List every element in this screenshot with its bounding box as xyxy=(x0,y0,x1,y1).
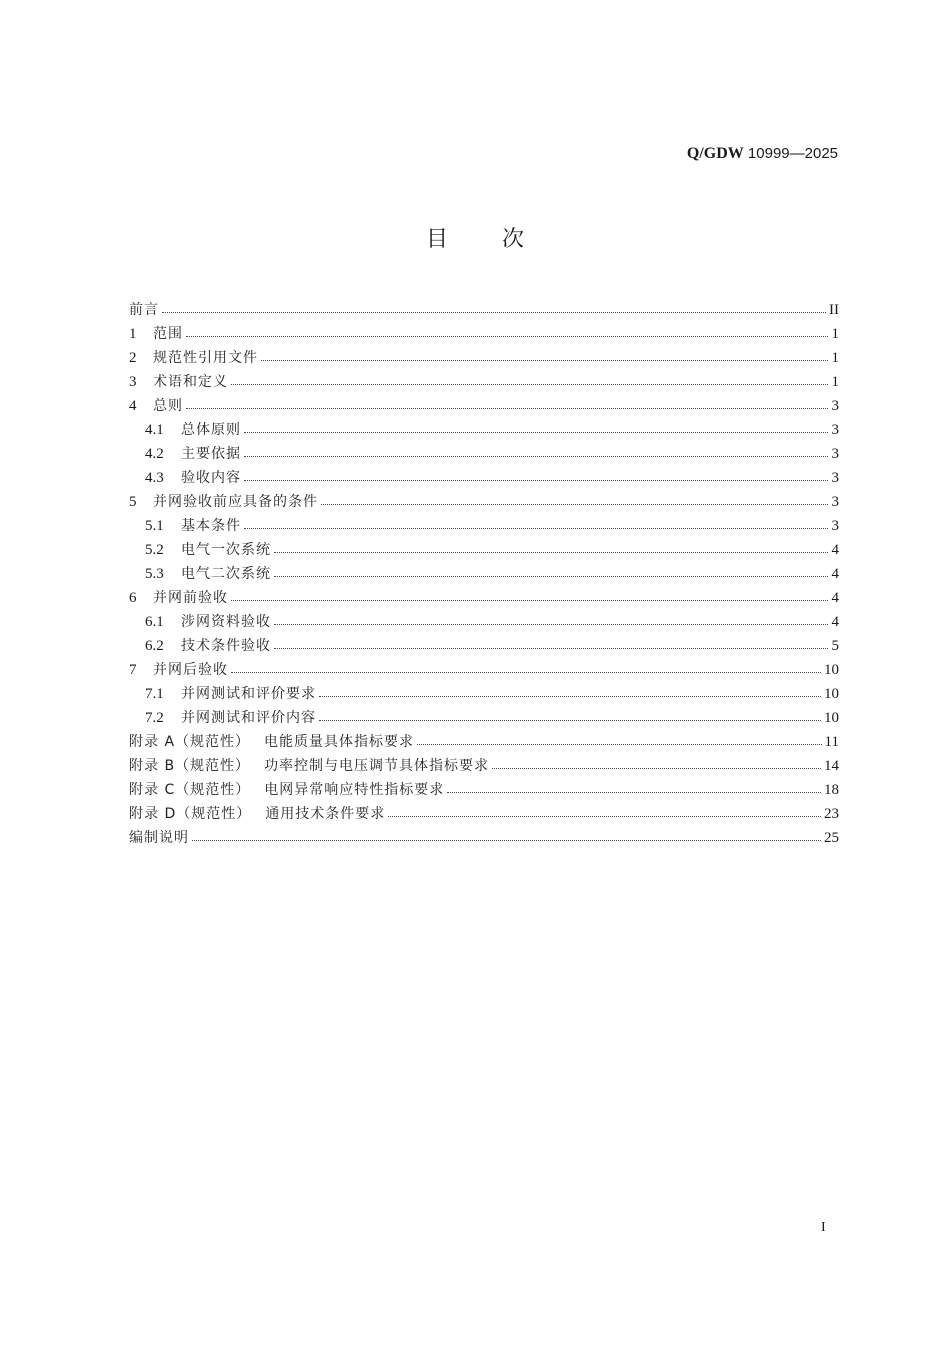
toc-entry[interactable] xyxy=(129,418,839,442)
toc-entry-title: 并网验收前应具备的条件 xyxy=(153,494,318,510)
toc-entry[interactable] xyxy=(129,394,839,418)
toc-entry[interactable] xyxy=(129,826,839,850)
toc-entry-page: 4 xyxy=(831,614,839,630)
toc-entry-number: 2 xyxy=(129,350,137,366)
toc-entry[interactable] xyxy=(129,658,839,682)
dot-leader xyxy=(321,496,828,508)
dot-leader xyxy=(388,808,821,820)
toc-entry-number: 7 xyxy=(129,662,137,678)
toc-entry-number: 6.2 xyxy=(145,638,164,654)
toc-entry[interactable] xyxy=(129,298,839,322)
document-code-number: 10999—2025 xyxy=(743,145,838,162)
toc-entry-page: 4 xyxy=(831,566,839,582)
toc-entry[interactable] xyxy=(129,778,839,802)
toc-entry-title: 通用技术条件要求 xyxy=(265,806,386,822)
toc-entry[interactable] xyxy=(129,370,839,394)
toc-entry-title: 电网异常响应特性指标要求 xyxy=(264,782,445,798)
toc-entry-page: 1 xyxy=(831,374,839,390)
toc-entry-page: 18 xyxy=(824,782,839,798)
dot-leader xyxy=(274,616,828,628)
toc-entry-title: 范围 xyxy=(153,326,183,342)
toc-entry-title: 规范性引用文件 xyxy=(153,350,258,366)
toc-entry-number: 6 xyxy=(129,590,137,606)
toc-entry-number: 4.2 xyxy=(145,446,164,462)
toc-entry-title: 总则 xyxy=(153,398,183,414)
dot-leader xyxy=(274,544,828,556)
toc-entry-page: 3 xyxy=(831,494,839,510)
toc-entry-title: 并网测试和评价要求 xyxy=(181,686,316,702)
toc-entry[interactable] xyxy=(129,562,839,586)
toc-entry-page: 3 xyxy=(831,518,839,534)
toc-entry-title: 电能质量具体指标要求 xyxy=(264,734,415,750)
toc-entry[interactable] xyxy=(129,802,839,826)
toc-entry-number: 7.2 xyxy=(145,710,164,726)
dot-leader xyxy=(186,400,828,412)
toc-appendix-label: 附录 D（规范性） xyxy=(129,806,252,822)
dot-leader xyxy=(319,688,821,700)
toc-entry-title: 并网后验收 xyxy=(153,662,228,678)
toc-entry-number: 4.1 xyxy=(145,422,164,438)
toc-entry[interactable] xyxy=(129,514,839,538)
dot-leader xyxy=(274,568,828,580)
document-code-prefix: Q/GDW xyxy=(686,145,744,162)
toc-entry[interactable] xyxy=(129,730,839,754)
toc-entry-title: 主要依据 xyxy=(181,446,241,462)
toc-entry-title: 功率控制与电压调节具体指标要求 xyxy=(264,758,490,774)
toc-entry-number: 5.3 xyxy=(145,566,164,582)
page-title: 目次 xyxy=(425,227,578,252)
toc-entry-title: 术语和定义 xyxy=(153,374,228,390)
toc-entry-number: 4 xyxy=(129,398,137,414)
dot-leader xyxy=(231,376,828,388)
dot-leader xyxy=(319,712,821,724)
toc-entry-page: 3 xyxy=(831,470,839,486)
toc-entry-page: 3 xyxy=(831,398,839,414)
toc-entry[interactable] xyxy=(129,706,839,730)
dot-leader xyxy=(274,640,828,652)
dot-leader xyxy=(261,352,828,364)
dot-leader xyxy=(162,304,826,316)
toc-appendix-label: 附录 A（规范性） xyxy=(129,734,251,750)
toc-entry-page: 4 xyxy=(831,542,839,558)
toc-entry-title: 并网前验收 xyxy=(153,590,228,606)
table-of-contents xyxy=(129,298,839,850)
dot-leader xyxy=(244,472,828,484)
document-code xyxy=(687,144,838,163)
dot-leader xyxy=(417,736,822,748)
toc-entry-title: 技术条件验收 xyxy=(181,638,271,654)
toc-entry[interactable] xyxy=(129,682,839,706)
toc-entry-page: 10 xyxy=(824,686,839,702)
toc-entry-number: 5 xyxy=(129,494,137,510)
toc-entry-title: 电气一次系统 xyxy=(181,542,271,558)
dot-leader xyxy=(244,520,828,532)
dot-leader xyxy=(244,424,828,436)
toc-entry-title: 电气二次系统 xyxy=(181,566,271,582)
toc-entry-page: 1 xyxy=(831,326,839,342)
toc-entry-page: 3 xyxy=(831,446,839,462)
toc-entry[interactable] xyxy=(129,466,839,490)
toc-appendix-label: 附录 B（规范性） xyxy=(129,758,251,774)
toc-entry-page: 14 xyxy=(824,758,839,774)
toc-entry[interactable] xyxy=(129,490,839,514)
dot-leader xyxy=(192,832,821,844)
toc-entry[interactable] xyxy=(129,322,839,346)
toc-entry-page: 1 xyxy=(831,350,839,366)
toc-entry-page: 11 xyxy=(824,734,839,750)
toc-entry-page: II xyxy=(829,302,839,318)
toc-entry-number: 5.2 xyxy=(145,542,164,558)
toc-entry-page: 25 xyxy=(824,830,839,846)
dot-leader xyxy=(231,664,821,676)
toc-entry-page: 10 xyxy=(824,710,839,726)
toc-appendix-label: 附录 C（规范性） xyxy=(129,782,251,798)
toc-entry-title: 编制说明 xyxy=(129,830,189,846)
toc-entry-title: 验收内容 xyxy=(181,470,241,486)
toc-entry-title: 前言 xyxy=(129,302,159,318)
toc-entry-number: 5.1 xyxy=(145,518,164,534)
toc-entry[interactable] xyxy=(129,442,839,466)
toc-entry[interactable] xyxy=(129,346,839,370)
toc-entry[interactable] xyxy=(129,754,839,778)
toc-entry-number: 7.1 xyxy=(145,686,164,702)
dot-leader xyxy=(231,592,828,604)
toc-entry-number: 1 xyxy=(129,326,137,342)
dot-leader xyxy=(492,760,821,772)
toc-entry-title: 涉网资料验收 xyxy=(181,614,271,630)
toc-entry-title: 总体原则 xyxy=(181,422,241,438)
page-number: I xyxy=(821,1220,826,1235)
toc-entry[interactable] xyxy=(129,610,839,634)
dot-leader xyxy=(447,784,821,796)
toc-entry[interactable] xyxy=(129,538,839,562)
toc-entry-page: 3 xyxy=(831,422,839,438)
toc-entry-number: 4.3 xyxy=(145,470,164,486)
toc-entry-title: 并网测试和评价内容 xyxy=(181,710,316,726)
toc-entry-page: 4 xyxy=(831,590,839,606)
toc-entry-number: 3 xyxy=(129,374,137,390)
toc-entry-title: 基本条件 xyxy=(181,518,241,534)
dot-leader xyxy=(244,448,828,460)
toc-entry[interactable] xyxy=(129,586,839,610)
toc-entry[interactable] xyxy=(129,634,839,658)
toc-entry-page: 10 xyxy=(824,662,839,678)
toc-entry-number: 6.1 xyxy=(145,614,164,630)
dot-leader xyxy=(186,328,828,340)
toc-entry-page: 5 xyxy=(831,638,839,654)
toc-entry-page: 23 xyxy=(824,806,839,822)
